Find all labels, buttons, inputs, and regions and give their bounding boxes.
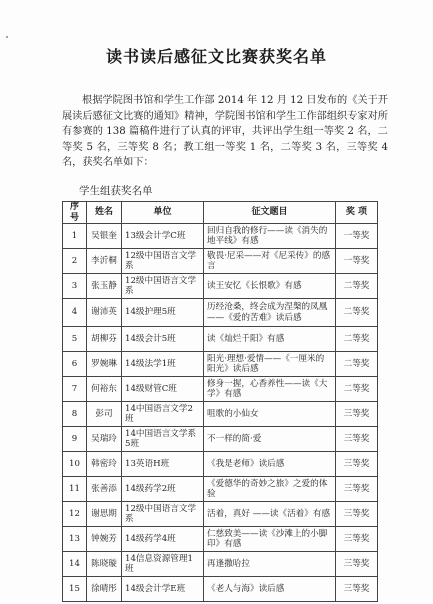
cell-unit: 12级中国语言文学系	[122, 502, 204, 527]
cell-prize: 三等奖	[336, 502, 378, 527]
cell-unit: 14中国语言文学系5班	[122, 427, 204, 452]
awards-table	[62, 201, 378, 602]
cell-name: 彭司	[87, 402, 122, 427]
cell-unit: 14中国语言文学2班	[122, 402, 204, 427]
cell-work: 历经沧桑，终会成为涅槃的凤凰——《爱的苦难》读后感	[204, 299, 336, 327]
cell-unit: 13英语H班	[122, 452, 204, 477]
cell-no: 15	[63, 577, 87, 602]
cell-unit: 14级会计学E班	[122, 577, 204, 602]
cell-name: 张善添	[87, 477, 122, 502]
cell-name: 谢沛英	[87, 299, 122, 327]
cell-unit: 14级护理5班	[122, 299, 204, 327]
header-work: 征文题目	[204, 202, 336, 224]
cell-work: 阳光·理想·爱情——《一厘米的阳光》读后感	[204, 352, 336, 377]
cell-no: 7	[63, 377, 87, 402]
cell-unit: 13级会计学C班	[122, 224, 204, 249]
cell-no: 13	[63, 527, 87, 552]
cell-no: 4	[63, 299, 87, 327]
cell-prize: 二等奖	[336, 274, 378, 299]
cell-name: 吴银奎	[87, 224, 122, 249]
table-row	[63, 377, 378, 402]
cell-unit: 12级中国语言文学系	[122, 274, 204, 299]
cell-work: 《我是老师》读后感	[204, 452, 336, 477]
cell-no: 1	[63, 224, 87, 249]
header-unit: 单位	[122, 202, 204, 224]
cell-prize: 一等奖	[336, 249, 378, 274]
table-row	[63, 577, 378, 602]
cell-work: 不一样的简·爱	[204, 427, 336, 452]
cell-name: 何裕东	[87, 377, 122, 402]
cell-prize: 三等奖	[336, 452, 378, 477]
cell-unit: 14信息资源管理1班	[122, 552, 204, 577]
cell-no: 2	[63, 249, 87, 274]
section-title: 学生组获奖名单	[79, 185, 153, 197]
cell-no: 11	[63, 477, 87, 502]
cell-no: 12	[63, 502, 87, 527]
cell-prize: 三等奖	[336, 577, 378, 602]
cell-work: 敬畏·尼采——对《尼采传》的感言	[204, 249, 336, 274]
cell-unit: 14级药学4班	[122, 527, 204, 552]
cell-work: 活着，真好 ——读《活着》有感	[204, 502, 336, 527]
cell-no: 3	[63, 274, 87, 299]
cell-prize: 二等奖	[336, 377, 378, 402]
cell-prize: 二等奖	[336, 299, 378, 327]
cell-name: 徐晴彤	[87, 577, 122, 602]
cell-prize: 一等奖	[336, 224, 378, 249]
table-row	[63, 527, 378, 552]
cell-no: 14	[63, 552, 87, 577]
cell-no: 9	[63, 427, 87, 452]
table-row	[63, 299, 378, 327]
cell-work: 修身一握，心香养性——读《大学》有感	[204, 377, 336, 402]
cell-unit: 14级法学1班	[122, 352, 204, 377]
cell-unit: 14级药学2班	[122, 477, 204, 502]
cell-name: 谢思期	[87, 502, 122, 527]
table-row	[63, 327, 378, 352]
cell-no: 10	[63, 452, 87, 477]
cell-prize: 三等奖	[336, 477, 378, 502]
cell-work: 《爱德华的奇妙之旅》之爱的体验	[204, 477, 336, 502]
table-row	[63, 274, 378, 299]
cell-prize: 二等奖	[336, 327, 378, 352]
cell-no: 5	[63, 327, 87, 352]
intro-paragraph: 根据学院图书馆和学生工作部 2014 年 12 月 12 日发布的《关于开展读后感征文比赛的通知》精神，学院图书馆和学生工作部组织专家对所有参赛的 138 篇稿件进行了认真的评审，共评出学生组一等奖 2 名，二等奖 5 名，三等奖 8 名；教工组一等奖 1 名，二等奖 3 名，三等奖 4 名，获奖名单如下：	[62, 95, 388, 168]
table-row	[63, 427, 378, 452]
cell-name: 罗婉琳	[87, 352, 122, 377]
table-row	[63, 224, 378, 249]
cell-name: 韩密玲	[87, 452, 122, 477]
cell-prize: 三等奖	[336, 552, 378, 577]
table-row	[63, 402, 378, 427]
cell-no: 6	[63, 352, 87, 377]
cell-work: 《老人与海》读后感	[204, 577, 336, 602]
cell-prize: 三等奖	[336, 527, 378, 552]
cell-work: 读王安忆《长恨歌》有感	[204, 274, 336, 299]
table-header-row	[63, 202, 378, 224]
cell-prize: 二等奖	[336, 352, 378, 377]
cell-name: 胡柳芬	[87, 327, 122, 352]
table-row	[63, 477, 378, 502]
table-row	[63, 452, 378, 477]
cell-prize: 三等奖	[336, 402, 378, 427]
table-row	[63, 502, 378, 527]
header-no: 序号	[63, 202, 87, 224]
cell-name: 张玉静	[87, 274, 122, 299]
cell-work: 读《灿烂千阳》有感	[204, 327, 336, 352]
cell-name: 吴瑞玲	[87, 427, 122, 452]
cell-work: 回归自我的修行——读《消失的地平线》有感	[204, 224, 336, 249]
table-row	[63, 352, 378, 377]
cell-work: 再逢撒哈拉	[204, 552, 336, 577]
cell-no: 8	[63, 402, 87, 427]
cell-unit: 14级会计5班	[122, 327, 204, 352]
cell-name: 陈晓璇	[87, 552, 122, 577]
cell-work: 仁慈致美——读《沙滩上的小脚印》有感	[204, 527, 336, 552]
cell-prize: 三等奖	[336, 427, 378, 452]
table-row	[63, 552, 378, 577]
cell-unit: 14级财管C班	[122, 377, 204, 402]
document-title: 读书读后感征文比赛获奖名单	[105, 47, 327, 66]
table-row	[63, 249, 378, 274]
cell-name: 钟婉芳	[87, 527, 122, 552]
scan-speck	[6, 36, 8, 38]
header-prize: 奖 项	[336, 202, 378, 224]
cell-name: 李沂桐	[87, 249, 122, 274]
cell-unit: 12级中国语言文学系	[122, 249, 204, 274]
header-name: 姓名	[87, 202, 122, 224]
cell-work: 咀歌的小仙女	[204, 402, 336, 427]
